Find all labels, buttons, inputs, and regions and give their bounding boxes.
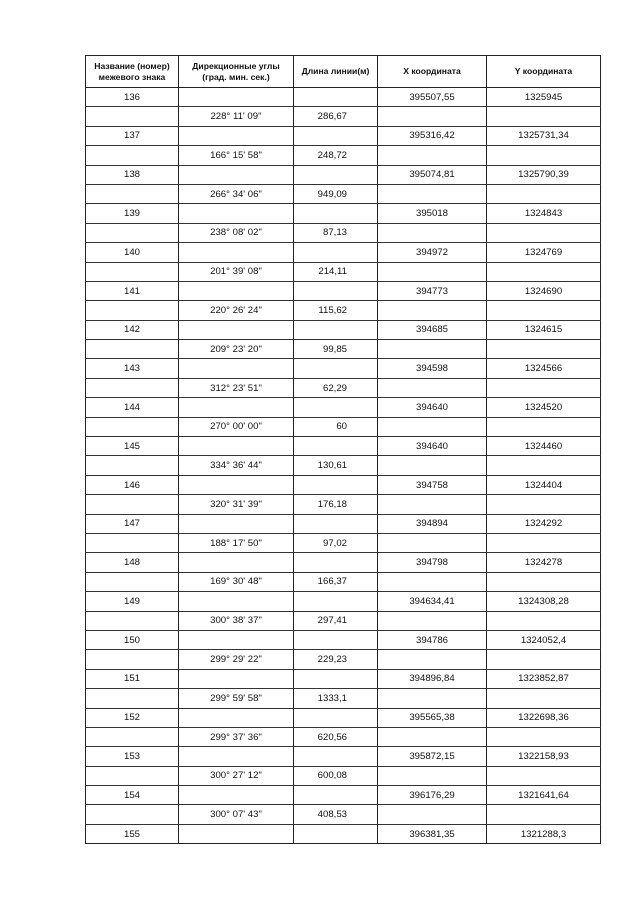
empty-cell (179, 786, 294, 805)
header-y-coordinate: Y координата (487, 56, 601, 88)
empty-cell (487, 572, 601, 591)
empty-cell (86, 301, 179, 320)
x-coordinate-cell: 394972 (378, 243, 487, 262)
point-name-cell: 139 (86, 204, 179, 223)
line-length-cell: 620,56 (294, 727, 378, 746)
empty-cell (86, 805, 179, 824)
direction-angle-cell: 201° 39' 08" (179, 262, 294, 281)
point-name-cell: 141 (86, 281, 179, 300)
line-length-cell: 229,23 (294, 650, 378, 669)
line-length-cell: 176,18 (294, 495, 378, 514)
direction-angle-cell: 169° 30' 48" (179, 572, 294, 591)
empty-cell (294, 437, 378, 456)
empty-cell (378, 572, 487, 591)
empty-cell (487, 456, 601, 475)
table-row (86, 495, 601, 514)
empty-cell (294, 204, 378, 223)
direction-angle-cell: 238° 08' 02" (179, 223, 294, 242)
empty-cell (487, 689, 601, 708)
empty-cell (179, 398, 294, 417)
empty-cell (378, 146, 487, 165)
table-row (86, 417, 601, 436)
empty-cell (179, 243, 294, 262)
x-coordinate-cell: 394598 (378, 359, 487, 378)
empty-cell (179, 553, 294, 572)
direction-angle-cell: 188° 17' 50" (179, 533, 294, 552)
empty-cell (294, 281, 378, 300)
y-coordinate-cell: 1324460 (487, 437, 601, 456)
point-name-cell: 151 (86, 669, 179, 688)
point-name-cell: 137 (86, 126, 179, 145)
empty-cell (294, 88, 378, 107)
table-row (86, 592, 601, 611)
empty-cell (294, 165, 378, 184)
empty-cell (487, 378, 601, 397)
empty-cell (294, 747, 378, 766)
empty-cell (179, 669, 294, 688)
empty-cell (86, 146, 179, 165)
empty-cell (294, 708, 378, 727)
empty-cell (86, 727, 179, 746)
x-coordinate-cell: 395074,81 (378, 165, 487, 184)
x-coordinate-cell: 396381,35 (378, 824, 487, 843)
y-coordinate-cell: 1324615 (487, 320, 601, 339)
empty-cell (179, 320, 294, 339)
table-row (86, 223, 601, 242)
empty-cell (487, 107, 601, 126)
empty-cell (86, 495, 179, 514)
empty-cell (487, 650, 601, 669)
empty-cell (487, 301, 601, 320)
y-coordinate-cell: 1324278 (487, 553, 601, 572)
empty-cell (378, 378, 487, 397)
point-name-cell: 143 (86, 359, 179, 378)
empty-cell (378, 805, 487, 824)
table-row (86, 533, 601, 552)
y-coordinate-cell: 1322158,93 (487, 747, 601, 766)
point-name-cell: 153 (86, 747, 179, 766)
table-row (86, 572, 601, 591)
empty-cell (179, 359, 294, 378)
empty-cell (86, 572, 179, 591)
line-length-cell: 297,41 (294, 611, 378, 630)
direction-angle-cell: 299° 37' 36" (179, 727, 294, 746)
y-coordinate-cell: 1324566 (487, 359, 601, 378)
x-coordinate-cell: 394640 (378, 437, 487, 456)
empty-cell (378, 611, 487, 630)
line-length-cell: 87,13 (294, 223, 378, 242)
empty-cell (86, 378, 179, 397)
empty-cell (294, 824, 378, 843)
empty-cell (294, 669, 378, 688)
table-row (86, 553, 601, 572)
table-row (86, 146, 601, 165)
header-point-name: Название (номер) межевого знака (86, 56, 179, 88)
point-name-cell: 148 (86, 553, 179, 572)
table-row (86, 669, 601, 688)
line-length-cell: 62,29 (294, 378, 378, 397)
empty-cell (294, 592, 378, 611)
line-length-cell: 166,37 (294, 572, 378, 591)
x-coordinate-cell: 394798 (378, 553, 487, 572)
x-coordinate-cell: 395872,15 (378, 747, 487, 766)
empty-cell (179, 630, 294, 649)
header-direction-angle: Дирекционные углы (град. мин. сек.) (179, 56, 294, 88)
x-coordinate-cell: 395507,55 (378, 88, 487, 107)
point-name-cell: 136 (86, 88, 179, 107)
table-row (86, 378, 601, 397)
empty-cell (378, 456, 487, 475)
line-length-cell: 248,72 (294, 146, 378, 165)
table-row (86, 398, 601, 417)
x-coordinate-cell: 394758 (378, 475, 487, 494)
empty-cell (378, 301, 487, 320)
x-coordinate-cell: 395565,38 (378, 708, 487, 727)
empty-cell (487, 495, 601, 514)
y-coordinate-cell: 1324769 (487, 243, 601, 262)
table-row (86, 514, 601, 533)
y-coordinate-cell: 1324843 (487, 204, 601, 223)
table-row (86, 475, 601, 494)
table-row (86, 107, 601, 126)
x-coordinate-cell: 396176,29 (378, 786, 487, 805)
line-length-cell: 130,61 (294, 456, 378, 475)
y-coordinate-cell: 1324404 (487, 475, 601, 494)
direction-angle-cell: 266° 34' 06" (179, 184, 294, 203)
empty-cell (179, 514, 294, 533)
line-length-cell: 600,08 (294, 766, 378, 785)
empty-cell (487, 340, 601, 359)
table-row (86, 611, 601, 630)
table-row (86, 650, 601, 669)
empty-cell (378, 650, 487, 669)
y-coordinate-cell: 1321288,3 (487, 824, 601, 843)
direction-angle-cell: 300° 07' 43" (179, 805, 294, 824)
y-coordinate-cell: 1321641,64 (487, 786, 601, 805)
line-length-cell: 1333,1 (294, 689, 378, 708)
empty-cell (487, 727, 601, 746)
empty-cell (179, 824, 294, 843)
point-name-cell: 154 (86, 786, 179, 805)
empty-cell (378, 727, 487, 746)
empty-cell (86, 223, 179, 242)
point-name-cell: 150 (86, 630, 179, 649)
y-coordinate-cell: 1323852,87 (487, 669, 601, 688)
empty-cell (294, 553, 378, 572)
point-name-cell: 149 (86, 592, 179, 611)
direction-angle-cell: 300° 38' 37" (179, 611, 294, 630)
y-coordinate-cell: 1324292 (487, 514, 601, 533)
empty-cell (294, 126, 378, 145)
point-name-cell: 152 (86, 708, 179, 727)
empty-cell (378, 417, 487, 436)
table-body (86, 88, 601, 844)
empty-cell (86, 533, 179, 552)
table-row (86, 708, 601, 727)
table-row (86, 184, 601, 203)
line-length-cell: 97,02 (294, 533, 378, 552)
empty-cell (86, 611, 179, 630)
empty-cell (294, 475, 378, 494)
table-row (86, 766, 601, 785)
empty-cell (294, 243, 378, 262)
empty-cell (487, 611, 601, 630)
table-row (86, 88, 601, 107)
x-coordinate-cell: 394894 (378, 514, 487, 533)
boundary-points-table (85, 55, 601, 844)
empty-cell (487, 417, 601, 436)
table-row (86, 689, 601, 708)
direction-angle-cell: 334° 36' 44" (179, 456, 294, 475)
empty-cell (179, 708, 294, 727)
x-coordinate-cell: 394640 (378, 398, 487, 417)
x-coordinate-cell: 394773 (378, 281, 487, 300)
table-row (86, 243, 601, 262)
line-length-cell: 949,09 (294, 184, 378, 203)
direction-angle-cell: 270° 00' 00" (179, 417, 294, 436)
empty-cell (487, 805, 601, 824)
table-row (86, 747, 601, 766)
empty-cell (179, 126, 294, 145)
empty-cell (294, 359, 378, 378)
empty-cell (378, 495, 487, 514)
empty-cell (378, 689, 487, 708)
empty-cell (86, 456, 179, 475)
direction-angle-cell: 312° 23' 51" (179, 378, 294, 397)
x-coordinate-cell: 395316,42 (378, 126, 487, 145)
line-length-cell: 60 (294, 417, 378, 436)
y-coordinate-cell: 1324308,28 (487, 592, 601, 611)
table-row (86, 437, 601, 456)
table-row (86, 204, 601, 223)
point-name-cell: 146 (86, 475, 179, 494)
empty-cell (179, 204, 294, 223)
empty-cell (487, 184, 601, 203)
empty-cell (487, 262, 601, 281)
table-row (86, 281, 601, 300)
line-length-cell: 408,53 (294, 805, 378, 824)
table-row (86, 262, 601, 281)
direction-angle-cell: 300° 27' 12" (179, 766, 294, 785)
empty-cell (378, 533, 487, 552)
direction-angle-cell: 166° 15' 58" (179, 146, 294, 165)
table-row (86, 805, 601, 824)
header-line-length: Длина линии(м) (294, 56, 378, 88)
empty-cell (179, 747, 294, 766)
empty-cell (487, 533, 601, 552)
empty-cell (294, 398, 378, 417)
y-coordinate-cell: 1322698,36 (487, 708, 601, 727)
empty-cell (86, 650, 179, 669)
empty-cell (179, 437, 294, 456)
table-row (86, 126, 601, 145)
table-row (86, 727, 601, 746)
y-coordinate-cell: 1325790,39 (487, 165, 601, 184)
empty-cell (378, 223, 487, 242)
point-name-cell: 138 (86, 165, 179, 184)
direction-angle-cell: 209° 23' 20" (179, 340, 294, 359)
table-row (86, 786, 601, 805)
x-coordinate-cell: 394896,84 (378, 669, 487, 688)
empty-cell (179, 592, 294, 611)
point-name-cell: 144 (86, 398, 179, 417)
direction-angle-cell: 299° 59' 58" (179, 689, 294, 708)
empty-cell (378, 766, 487, 785)
empty-cell (378, 262, 487, 281)
direction-angle-cell: 228° 11' 09" (179, 107, 294, 126)
table-row (86, 359, 601, 378)
empty-cell (86, 417, 179, 436)
empty-cell (294, 786, 378, 805)
empty-cell (487, 766, 601, 785)
empty-cell (294, 514, 378, 533)
table-row (86, 340, 601, 359)
line-length-cell: 115,62 (294, 301, 378, 320)
empty-cell (86, 184, 179, 203)
empty-cell (487, 146, 601, 165)
empty-cell (378, 107, 487, 126)
empty-cell (86, 689, 179, 708)
line-length-cell: 214,11 (294, 262, 378, 281)
y-coordinate-cell: 1325945 (487, 88, 601, 107)
empty-cell (179, 165, 294, 184)
x-coordinate-cell: 395018 (378, 204, 487, 223)
y-coordinate-cell: 1324520 (487, 398, 601, 417)
x-coordinate-cell: 394786 (378, 630, 487, 649)
x-coordinate-cell: 394685 (378, 320, 487, 339)
empty-cell (294, 320, 378, 339)
point-name-cell: 142 (86, 320, 179, 339)
point-name-cell: 147 (86, 514, 179, 533)
table-row (86, 165, 601, 184)
empty-cell (179, 475, 294, 494)
table-row (86, 630, 601, 649)
empty-cell (378, 340, 487, 359)
empty-cell (487, 223, 601, 242)
empty-cell (179, 88, 294, 107)
point-name-cell: 145 (86, 437, 179, 456)
line-length-cell: 286,67 (294, 107, 378, 126)
y-coordinate-cell: 1324690 (487, 281, 601, 300)
x-coordinate-cell: 394634,41 (378, 592, 487, 611)
empty-cell (86, 340, 179, 359)
empty-cell (86, 107, 179, 126)
table-row (86, 301, 601, 320)
table-row (86, 824, 601, 843)
empty-cell (86, 262, 179, 281)
direction-angle-cell: 299° 29' 22" (179, 650, 294, 669)
point-name-cell: 140 (86, 243, 179, 262)
header-x-coordinate: X координата (378, 56, 487, 88)
empty-cell (179, 281, 294, 300)
direction-angle-cell: 320° 31' 39" (179, 495, 294, 514)
point-name-cell: 155 (86, 824, 179, 843)
y-coordinate-cell: 1324052,4 (487, 630, 601, 649)
table-row (86, 456, 601, 475)
y-coordinate-cell: 1325731,34 (487, 126, 601, 145)
line-length-cell: 99,85 (294, 340, 378, 359)
table-row (86, 320, 601, 339)
empty-cell (294, 630, 378, 649)
table-header-row (86, 56, 601, 88)
direction-angle-cell: 220° 26' 24" (179, 301, 294, 320)
empty-cell (378, 184, 487, 203)
empty-cell (86, 766, 179, 785)
